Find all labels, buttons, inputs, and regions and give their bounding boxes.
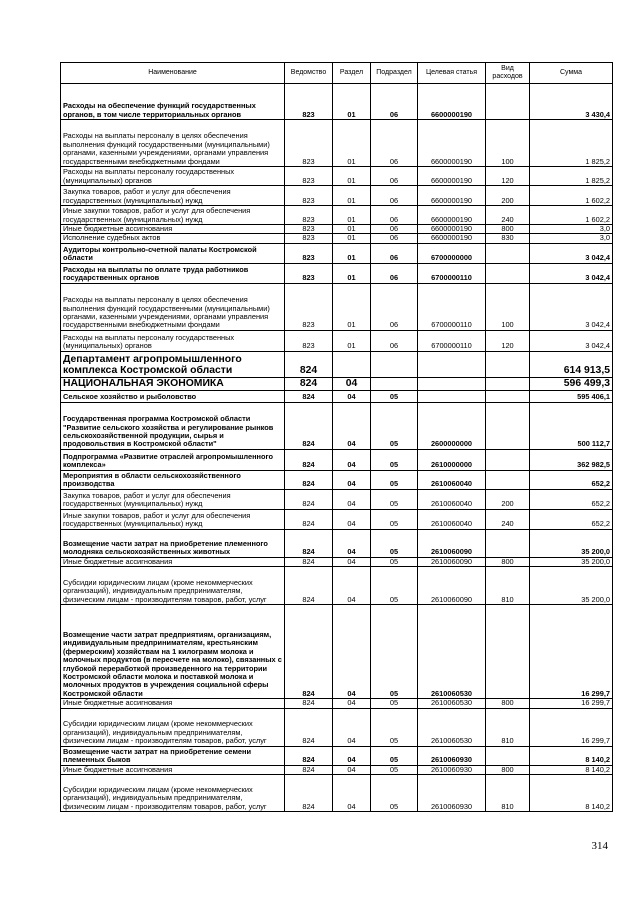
row-amount: 3,0 [530, 234, 613, 243]
table-row [61, 330, 613, 351]
row-amount: 500 112,7 [530, 402, 613, 449]
row-subsection: 06 [371, 330, 418, 351]
row-target-article: 6600000190 [418, 84, 486, 120]
row-section: 01 [333, 84, 371, 120]
table-row [61, 567, 613, 605]
row-target-article [418, 390, 486, 402]
row-amount: 1 825,2 [530, 167, 613, 186]
table-row [61, 243, 613, 263]
row-expense-type [486, 390, 530, 402]
row-target-article: 2610000000 [418, 449, 486, 470]
row-section: 01 [333, 186, 371, 206]
row-section: 04 [333, 529, 371, 557]
row-target-article: 6700000110 [418, 330, 486, 351]
row-amount: 652,2 [530, 470, 613, 489]
row-section: 04 [333, 765, 371, 774]
row-department: 824 [285, 699, 333, 708]
table-body [61, 84, 613, 812]
table-row [61, 206, 613, 225]
row-subsection: 05 [371, 529, 418, 557]
row-name: Иные закупки товаров, работ и услуг для обеспечения государственных (муниципальных) нужд [61, 206, 285, 225]
row-section: 04 [333, 449, 371, 470]
row-subsection: 06 [371, 167, 418, 186]
row-amount: 1 602,2 [530, 186, 613, 206]
row-name: Субсидии юридическим лицам (кроме некоммерческих организаций), индивидуальным предпринимателям, физическим лицам - производителям товаров, работ, услуг [61, 708, 285, 746]
row-target-article: 2600000000 [418, 402, 486, 449]
row-target-article: 2610060040 [418, 470, 486, 489]
row-amount: 8 140,2 [530, 775, 613, 812]
row-department: 824 [285, 765, 333, 774]
row-department: 823 [285, 167, 333, 186]
row-expense-type [486, 449, 530, 470]
row-target-article: 2610060090 [418, 557, 486, 566]
header-target-article: Целевая статья [418, 63, 486, 84]
row-name: Возмещение части затрат на приобретение племенного молодняка сельскохозяйственных животных [61, 529, 285, 557]
row-name: Исполнение судебных актов [61, 234, 285, 243]
row-amount: 16 299,7 [530, 708, 613, 746]
row-target-article: 6600000190 [418, 120, 486, 167]
row-target-article: 2610060530 [418, 708, 486, 746]
row-department: 824 [285, 708, 333, 746]
row-name: Расходы на выплаты персоналу государственных (муниципальных) органов [61, 167, 285, 186]
row-expense-type: 200 [486, 186, 530, 206]
row-subsection [371, 351, 418, 377]
table-row [61, 120, 613, 167]
row-department: 824 [285, 470, 333, 489]
row-subsection: 05 [371, 765, 418, 774]
row-amount: 652,2 [530, 509, 613, 529]
row-section: 04 [333, 489, 371, 509]
row-name: Сельское хозяйство и рыболовство [61, 390, 285, 402]
row-expense-type [486, 243, 530, 263]
row-subsection: 06 [371, 225, 418, 234]
header-amount: Сумма [530, 63, 613, 84]
row-expense-type: 200 [486, 489, 530, 509]
row-subsection: 06 [371, 243, 418, 263]
row-section: 04 [333, 377, 371, 390]
row-subsection: 05 [371, 449, 418, 470]
row-name: Иные бюджетные ассигнования [61, 699, 285, 708]
row-expense-type: 100 [486, 120, 530, 167]
table-row [61, 186, 613, 206]
row-amount: 596 499,3 [530, 377, 613, 390]
row-name: Расходы на выплаты персоналу государственных (муниципальных) органов [61, 330, 285, 351]
row-amount: 35 200,0 [530, 557, 613, 566]
row-department: 823 [285, 225, 333, 234]
row-subsection [371, 377, 418, 390]
row-subsection: 05 [371, 489, 418, 509]
row-target-article: 6700000000 [418, 243, 486, 263]
row-target-article: 2610060930 [418, 765, 486, 774]
row-amount: 3 042,4 [530, 243, 613, 263]
row-expense-type: 810 [486, 567, 530, 605]
row-amount: 3 042,4 [530, 330, 613, 351]
row-target-article: 2610060530 [418, 699, 486, 708]
row-target-article: 6600000190 [418, 186, 486, 206]
row-target-article: 2610060040 [418, 489, 486, 509]
row-target-article: 6700000110 [418, 263, 486, 283]
row-expense-type [486, 746, 530, 765]
row-target-article: 2610060090 [418, 567, 486, 605]
row-department: 823 [285, 234, 333, 243]
row-section: 04 [333, 402, 371, 449]
row-section: 01 [333, 234, 371, 243]
row-expense-type [486, 84, 530, 120]
row-name: Государственная программа Костромской области "Развитие сельского хозяйства и регулирование рынков сельскохозяйственной продукции, сырья и продовольствия в Костромской области" [61, 402, 285, 449]
row-section: 01 [333, 330, 371, 351]
row-section: 01 [333, 283, 371, 330]
row-name: НАЦИОНАЛЬНАЯ ЭКОНОМИКА [61, 377, 285, 390]
row-amount: 16 299,7 [530, 605, 613, 699]
row-target-article: 2610060090 [418, 529, 486, 557]
row-subsection: 05 [371, 402, 418, 449]
row-department: 823 [285, 283, 333, 330]
row-department: 824 [285, 377, 333, 390]
budget-table [60, 62, 613, 812]
row-name: Аудиторы контрольно-счетной палаты Костромской области [61, 243, 285, 263]
row-subsection: 05 [371, 699, 418, 708]
row-amount: 614 913,5 [530, 351, 613, 377]
row-amount: 8 140,2 [530, 765, 613, 774]
row-section: 01 [333, 167, 371, 186]
table-row [61, 529, 613, 557]
row-expense-type [486, 263, 530, 283]
row-expense-type: 120 [486, 167, 530, 186]
row-expense-type [486, 377, 530, 390]
row-name: Субсидии юридическим лицам (кроме некоммерческих организаций), индивидуальным предпринимателям, физическим лицам - производителям товаров, работ, услуг [61, 775, 285, 812]
row-section: 01 [333, 243, 371, 263]
row-subsection: 05 [371, 567, 418, 605]
row-name: Иные бюджетные ассигнования [61, 557, 285, 566]
row-department: 824 [285, 402, 333, 449]
row-subsection: 05 [371, 390, 418, 402]
row-department: 824 [285, 390, 333, 402]
row-section: 04 [333, 567, 371, 605]
row-expense-type: 830 [486, 234, 530, 243]
row-department: 823 [285, 206, 333, 225]
table-row [61, 775, 613, 812]
table-row [61, 708, 613, 746]
row-expense-type: 810 [486, 708, 530, 746]
row-expense-type [486, 402, 530, 449]
row-section: 04 [333, 746, 371, 765]
row-section: 04 [333, 605, 371, 699]
row-target-article: 2610060040 [418, 509, 486, 529]
row-department: 824 [285, 557, 333, 566]
row-expense-type [486, 351, 530, 377]
row-department: 823 [285, 243, 333, 263]
row-department: 823 [285, 84, 333, 120]
row-amount: 595 406,1 [530, 390, 613, 402]
row-target-article: 6600000190 [418, 206, 486, 225]
row-department: 824 [285, 509, 333, 529]
table-row [61, 699, 613, 708]
table-row [61, 167, 613, 186]
table-row [61, 234, 613, 243]
row-expense-type: 810 [486, 775, 530, 812]
row-subsection: 05 [371, 775, 418, 812]
row-name: Подпрограмма «Развитие отраслей агропромышленного комплекса» [61, 449, 285, 470]
row-amount: 1 825,2 [530, 120, 613, 167]
page-number: 314 [591, 840, 608, 852]
row-department: 823 [285, 120, 333, 167]
row-section: 04 [333, 775, 371, 812]
row-name: Расходы на выплаты персоналу в целях обеспечения выполнения функций государственными (муниципальными) органами, казенными учреждениями, органами управления государственными внебюджетными фондами [61, 120, 285, 167]
table-row [61, 489, 613, 509]
row-section: 04 [333, 509, 371, 529]
table-row [61, 449, 613, 470]
row-amount: 3,0 [530, 225, 613, 234]
row-expense-type: 240 [486, 206, 530, 225]
table-row [61, 402, 613, 449]
row-subsection: 06 [371, 84, 418, 120]
row-section: 04 [333, 699, 371, 708]
row-section: 04 [333, 557, 371, 566]
row-subsection: 06 [371, 283, 418, 330]
table-row [61, 283, 613, 330]
row-amount: 652,2 [530, 489, 613, 509]
row-target-article: 6700000110 [418, 283, 486, 330]
row-name: Субсидии юридическим лицам (кроме некоммерческих организаций), индивидуальным предпринимателям, физическим лицам - производителям товаров, работ, услуг [61, 567, 285, 605]
row-expense-type [486, 605, 530, 699]
header-name: Наименование [61, 63, 285, 84]
table-row [61, 470, 613, 489]
row-target-article: 6600000190 [418, 234, 486, 243]
row-name: Расходы на обеспечение функций государственных органов, в том числе территориальных органов [61, 84, 285, 120]
row-expense-type: 120 [486, 330, 530, 351]
row-section: 01 [333, 206, 371, 225]
row-amount: 1 602,2 [530, 206, 613, 225]
row-expense-type [486, 470, 530, 489]
row-target-article: 6600000190 [418, 225, 486, 234]
table-row [61, 84, 613, 120]
row-department: 824 [285, 605, 333, 699]
row-name: Закупка товаров, работ и услуг для обеспечения государственных (муниципальных) нужд [61, 489, 285, 509]
header-expense-type: Вид расходов [486, 63, 530, 84]
row-subsection: 06 [371, 186, 418, 206]
row-subsection: 05 [371, 509, 418, 529]
row-department: 824 [285, 489, 333, 509]
table-header-row [61, 63, 613, 84]
row-expense-type [486, 529, 530, 557]
row-name: Закупка товаров, работ и услуг для обеспечения государственных (муниципальных) нужд [61, 186, 285, 206]
row-subsection: 06 [371, 206, 418, 225]
row-expense-type: 100 [486, 283, 530, 330]
row-name: Иные бюджетные ассигнования [61, 225, 285, 234]
row-expense-type: 800 [486, 699, 530, 708]
row-name: Иные бюджетные ассигнования [61, 765, 285, 774]
row-subsection: 05 [371, 746, 418, 765]
row-subsection: 06 [371, 120, 418, 167]
row-department: 824 [285, 775, 333, 812]
row-expense-type: 240 [486, 509, 530, 529]
row-expense-type: 800 [486, 765, 530, 774]
table-row [61, 765, 613, 774]
row-section: 04 [333, 708, 371, 746]
row-section: 01 [333, 120, 371, 167]
row-amount: 3 042,4 [530, 283, 613, 330]
row-target-article: 2610060530 [418, 605, 486, 699]
row-amount: 8 140,2 [530, 746, 613, 765]
row-amount: 16 299,7 [530, 699, 613, 708]
row-subsection: 05 [371, 470, 418, 489]
row-section: 01 [333, 263, 371, 283]
row-name: Департамент агропромышленного комплекса Костромской области [61, 351, 285, 377]
table-row [61, 377, 613, 390]
row-target-article: 6600000190 [418, 167, 486, 186]
row-name: Расходы на выплаты по оплате труда работников государственных органов [61, 263, 285, 283]
table-row [61, 509, 613, 529]
row-section: 04 [333, 470, 371, 489]
row-amount: 3 042,4 [530, 263, 613, 283]
row-target-article [418, 351, 486, 377]
header-subsection: Подраздел [371, 63, 418, 84]
header-section: Раздел [333, 63, 371, 84]
row-section: 04 [333, 390, 371, 402]
row-subsection: 06 [371, 263, 418, 283]
table-row [61, 746, 613, 765]
row-section [333, 351, 371, 377]
row-name: Возмещение части затрат на приобретение семени племенных быков [61, 746, 285, 765]
row-name: Расходы на выплаты персоналу в целях обеспечения выполнения функций государственными (муниципальными) органами, казенными учреждениями, органами управления государственными внебюджетными фондами [61, 283, 285, 330]
row-amount: 35 200,0 [530, 529, 613, 557]
table-row [61, 351, 613, 377]
row-department: 824 [285, 746, 333, 765]
row-subsection: 05 [371, 708, 418, 746]
row-department: 823 [285, 330, 333, 351]
row-name: Иные закупки товаров, работ и услуг для обеспечения государственных (муниципальных) нужд [61, 509, 285, 529]
table-row [61, 225, 613, 234]
table-row [61, 390, 613, 402]
table-row [61, 605, 613, 699]
row-department: 823 [285, 263, 333, 283]
row-amount: 35 200,0 [530, 567, 613, 605]
row-subsection: 06 [371, 234, 418, 243]
row-department: 823 [285, 186, 333, 206]
row-target-article [418, 377, 486, 390]
row-amount: 3 430,4 [530, 84, 613, 120]
row-name: Возмещение части затрат предприятиям, организациям, индивидуальным предпринимателям, крестьянским (фермерским) хозяйствам на 1 килограмм молока и молочных продуктов (в пересчете на молоко), связанных с глубокой переработкой произведенного на территории Костромской области молока и поставкой молока и молочных продуктов в учреждения социальной сферы Костромской области [61, 605, 285, 699]
row-target-article: 2610060930 [418, 775, 486, 812]
table-row [61, 557, 613, 566]
row-name: Мероприятия в области сельскохозяйственного производства [61, 470, 285, 489]
table-row [61, 263, 613, 283]
header-department: Ведомство [285, 63, 333, 84]
row-expense-type: 800 [486, 225, 530, 234]
row-department: 824 [285, 449, 333, 470]
row-amount: 362 982,5 [530, 449, 613, 470]
row-subsection: 05 [371, 605, 418, 699]
row-department: 824 [285, 351, 333, 377]
row-section: 01 [333, 225, 371, 234]
row-subsection: 05 [371, 557, 418, 566]
row-department: 824 [285, 529, 333, 557]
row-target-article: 2610060930 [418, 746, 486, 765]
row-department: 824 [285, 567, 333, 605]
row-expense-type: 800 [486, 557, 530, 566]
